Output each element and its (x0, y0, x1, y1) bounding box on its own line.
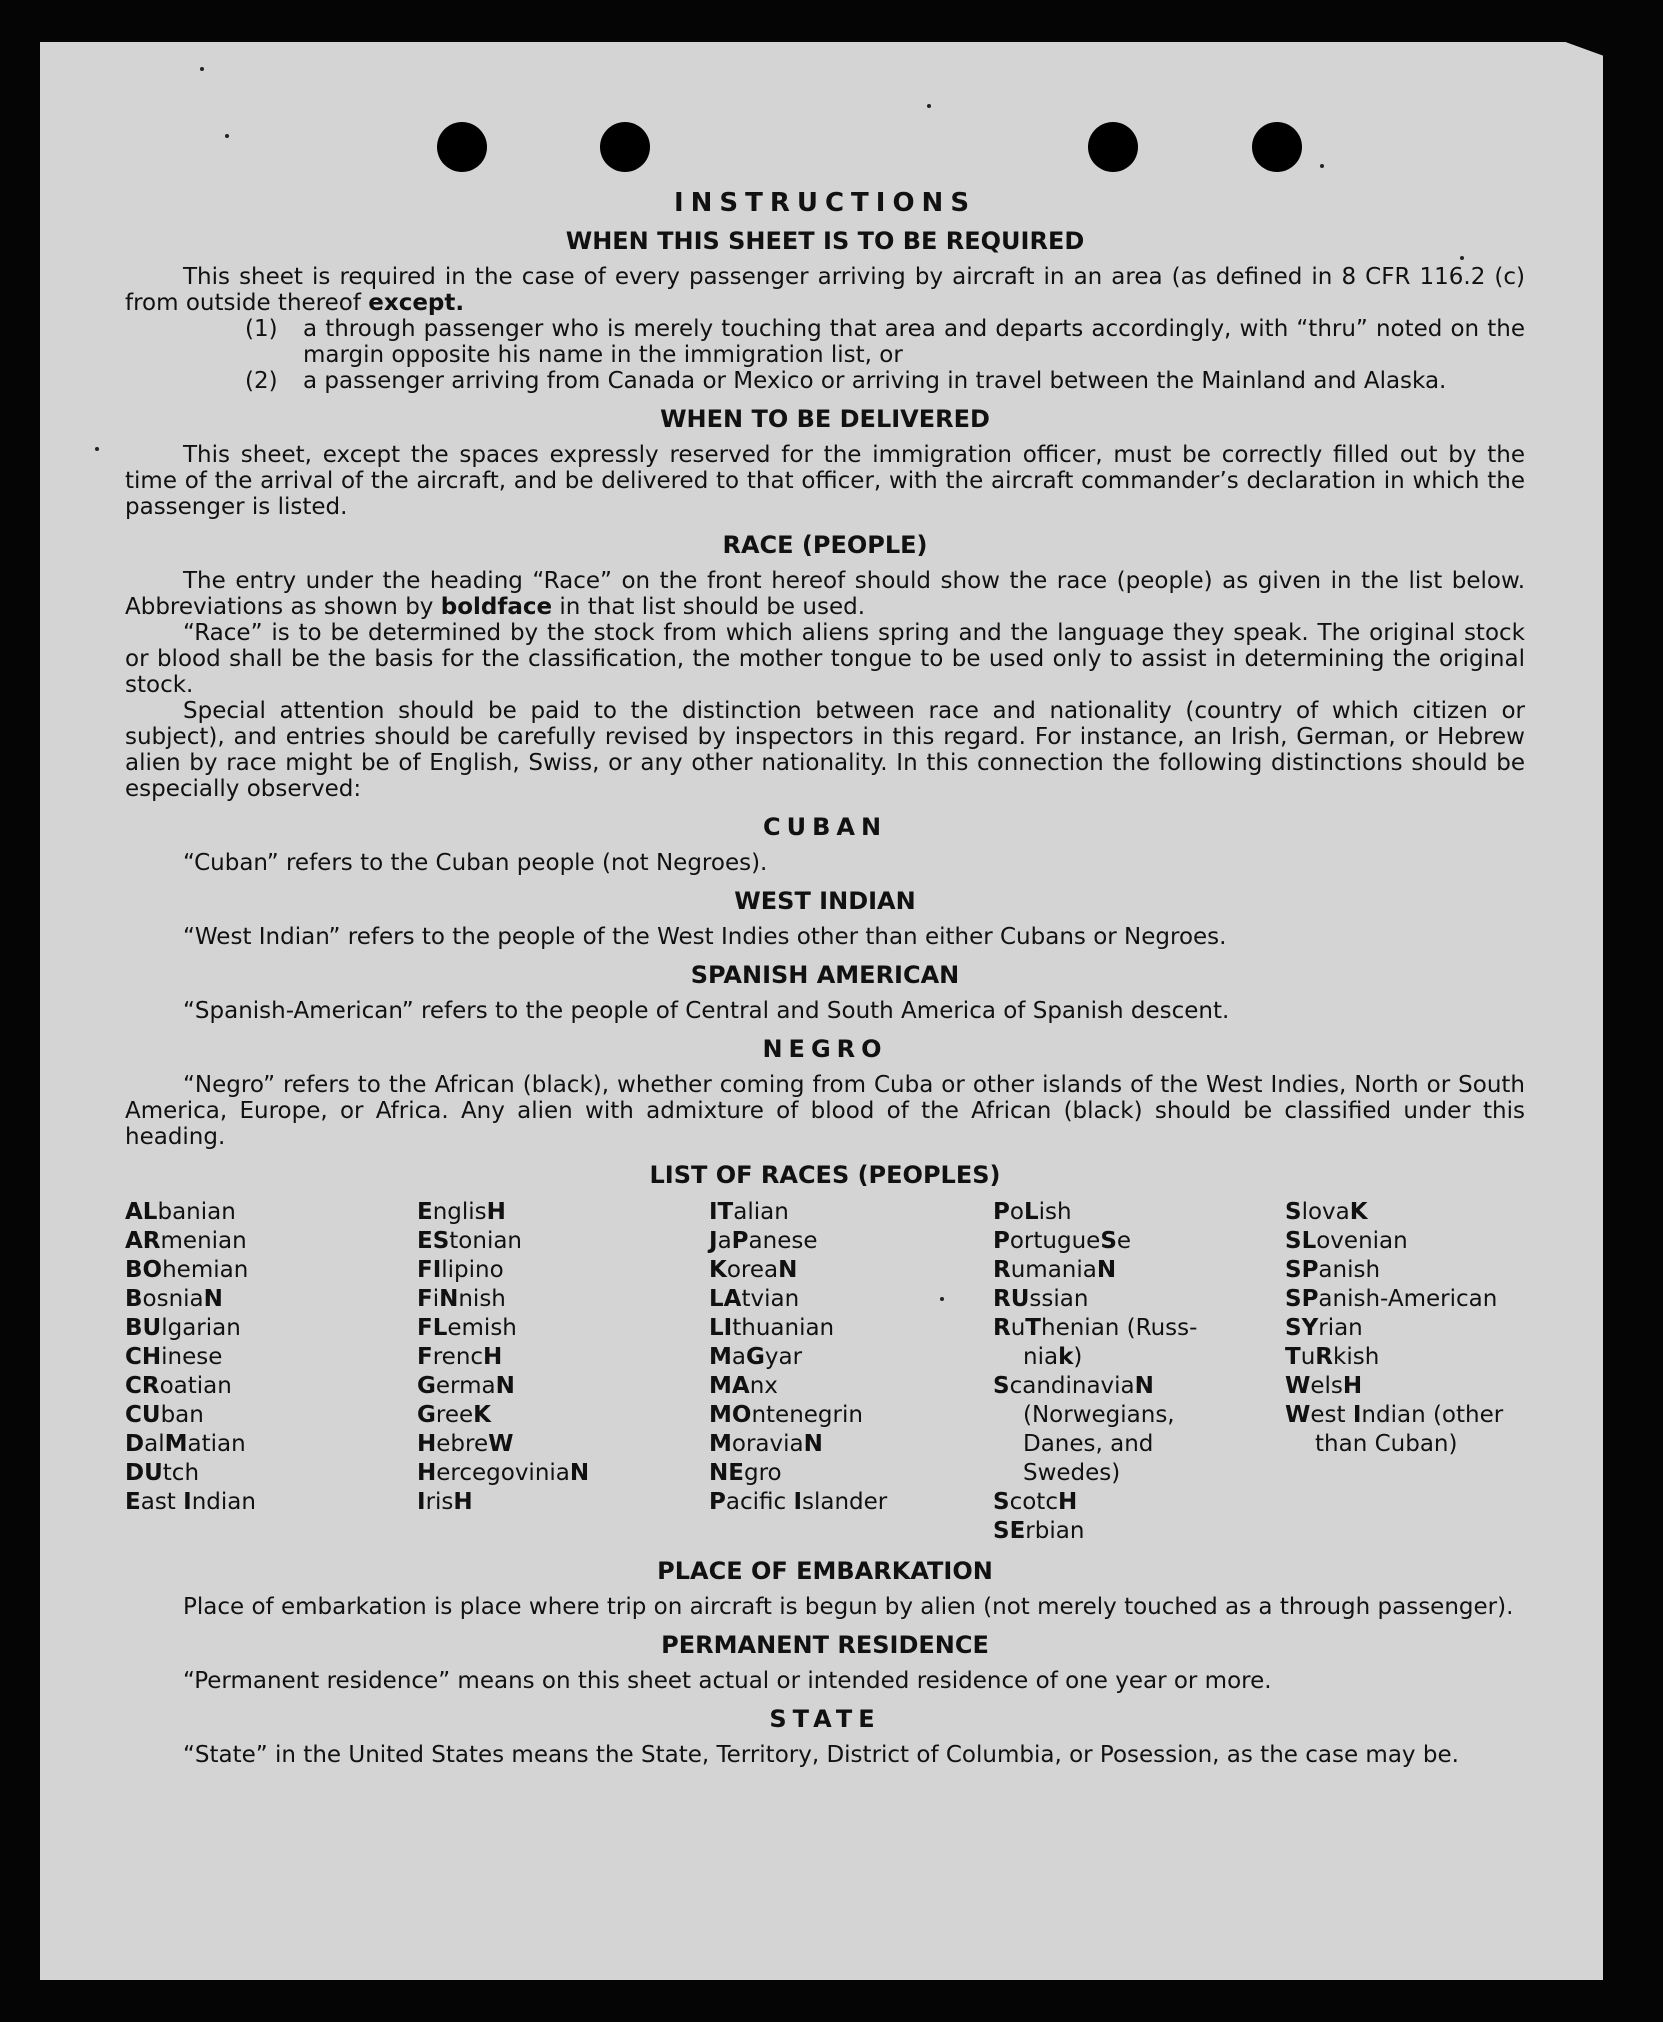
race-entry: RumaniaN (993, 1257, 1117, 1283)
race-entry: GermaN (417, 1373, 515, 1399)
race-column (417, 1198, 709, 1546)
race-entry: West Indian (other (1285, 1402, 1504, 1428)
race-column (1285, 1198, 1525, 1546)
race-entry: (Norwegians, (1023, 1402, 1175, 1428)
race-entry: TuRkish (1285, 1344, 1380, 1370)
section-heading-negro: NEGRO (762, 1035, 888, 1063)
race-entry: ARmenian (125, 1228, 247, 1254)
race-entry: FIlipino (417, 1257, 504, 1283)
race-entry: RUssian (993, 1286, 1089, 1312)
negro-text: “Negro” refers to the African (black), whether coming from Cuba or other islands of the West Indies, North or South America, Europe, or Africa. Any alien with admixture of blood of the African (black) should be classified under this heading. (125, 1072, 1525, 1150)
race-entry: BUlgarian (125, 1315, 241, 1341)
section-heading-spanish-american: SPANISH AMERICAN (690, 961, 960, 989)
race-entry: EnglisH (417, 1199, 506, 1225)
west-indian-text: “West Indian” refers to the people of the West Indies other than either Cubans or Negroes. (183, 924, 1227, 950)
race-entry: NEgro (709, 1460, 782, 1486)
exception-item-2: (2) a passenger arriving from Canada or Mexico or arriving in travel between the Mainland and Alaska. (245, 368, 1447, 394)
section-heading-state: STATE (769, 1705, 881, 1733)
punch-hole (437, 122, 487, 172)
race-entry: DUtch (125, 1460, 200, 1486)
race-entry: DalMatian (125, 1431, 246, 1457)
race-entry: KoreaN (709, 1257, 798, 1283)
race-entry: GreeK (417, 1402, 491, 1428)
race-entry: IrisH (417, 1489, 473, 1515)
section-heading-required: WHEN THIS SHEET IS TO BE REQUIRED (565, 227, 1085, 255)
race-entry: MaGyar (709, 1344, 803, 1370)
race-entry: LAtvian (709, 1286, 800, 1312)
race-entry: CHinese (125, 1344, 223, 1370)
race-entry: East Indian (125, 1489, 256, 1515)
race-entry: ScandinaviaN (993, 1373, 1154, 1399)
section-heading-residence: PERMANENT RESIDENCE (661, 1631, 989, 1659)
embarkation-text: Place of embarkation is place where trip on aircraft is begun by alien (not merely touched as a through passenger). (183, 1594, 1514, 1620)
race-column (993, 1198, 1285, 1546)
required-intro: This sheet is required in the case of every passenger arriving by aircraft in an area (as defined in 8 CFR 116.2 (c) from outside thereof except. (125, 264, 1525, 316)
race-entry: EStonian (417, 1228, 523, 1254)
race-entry: MAnx (709, 1373, 778, 1399)
race-entry: than Cuban) (1315, 1431, 1458, 1457)
race-entry: PoLish (993, 1199, 1072, 1225)
race-column (125, 1198, 417, 1546)
race-entry: ScotcH (993, 1489, 1078, 1515)
race-entry: HebreW (417, 1431, 514, 1457)
race-paragraph-3: Special attention should be paid to the distinction between race and nationality (country of which citizen or subject), and entries should be carefully revised by inspectors in this regard. For instance, an Irish, German, or Hebrew alien by race might be of English, Swiss, or any other nationality. In this connection the following distinctions should be especially observed: (125, 698, 1525, 802)
instructions-content (125, 190, 1525, 1768)
race-entry: LIthuanian (709, 1315, 835, 1341)
race-entry: BOhemian (125, 1257, 249, 1283)
race-entry: BosniaN (125, 1286, 223, 1312)
section-heading-embarkation: PLACE OF EMBARKATION (657, 1557, 993, 1585)
race-entry: SErbian (993, 1518, 1085, 1544)
state-text: “State” in the United States means the State, Territory, District of Columbia, or Posession, as the case may be. (183, 1742, 1459, 1768)
race-entry: FLemish (417, 1315, 517, 1341)
punch-hole (1252, 122, 1302, 172)
race-entry: Swedes) (1023, 1460, 1121, 1486)
races-list (125, 1198, 1525, 1546)
race-entry: SLovenian (1285, 1228, 1408, 1254)
race-entry: HercegoviniaN (417, 1460, 590, 1486)
race-entry: ALbanian (125, 1199, 236, 1225)
punch-hole (1088, 122, 1138, 172)
race-entry: MOntenegrin (709, 1402, 863, 1428)
race-entry: ITalian (709, 1199, 789, 1225)
section-heading-races-list: LIST OF RACES (PEOPLES) (649, 1161, 1001, 1189)
race-entry: SYrian (1285, 1315, 1363, 1341)
section-heading-west-indian: WEST INDIAN (734, 887, 916, 915)
race-entry: PortugueSe (993, 1228, 1132, 1254)
race-entry: SPanish (1285, 1257, 1381, 1283)
cuban-text: “Cuban” refers to the Cuban people (not Negroes). (183, 850, 768, 876)
race-entry: SPanish-American (1285, 1286, 1498, 1312)
exception-item-1: (1) a through passenger who is merely touching that area and departs accordingly, with “thru” noted on the margin opposite his name in the immigration list, or (245, 316, 1525, 368)
section-heading-race: RACE (PEOPLE) (722, 531, 928, 559)
race-entry: MoraviaN (709, 1431, 823, 1457)
race-entry: FiNnish (417, 1286, 506, 1312)
section-heading-delivered: WHEN TO BE DELIVERED (660, 405, 990, 433)
race-entry: JaPanese (709, 1228, 818, 1254)
race-entry: FrencH (417, 1344, 503, 1370)
delivered-text: This sheet, except the spaces expressly reserved for the immigration officer, must be correctly filled out by the time of the arrival of the aircraft, and be delivered to that officer, with the aircraft commander’s declaration in which the passenger is listed. (125, 442, 1525, 520)
punch-hole (600, 122, 650, 172)
page-title: INSTRUCTIONS (673, 188, 977, 218)
race-paragraph-1: The entry under the heading “Race” on the front hereof should show the race (people) as given in the list below. Abbreviations as shown by boldface in that list should be used. (125, 568, 1525, 620)
residence-text: “Permanent residence” means on this sheet actual or intended residence of one year or more. (183, 1668, 1272, 1694)
spanish-american-text: “Spanish-American” refers to the people of Central and South America of Spanish descent. (183, 998, 1230, 1024)
race-entry: Danes, and (1023, 1431, 1154, 1457)
race-entry: RuThenian (Russ- (993, 1315, 1198, 1341)
section-heading-cuban: CUBAN (762, 813, 888, 841)
race-entry: CRoatian (125, 1373, 232, 1399)
race-column (709, 1198, 993, 1546)
race-paragraph-2: “Race” is to be determined by the stock from which aliens spring and the language they speak. The original stock or blood shall be the basis for the classification, the mother tongue to be used only to assist in determining the original stock. (125, 620, 1525, 698)
race-entry: CUban (125, 1402, 204, 1428)
race-entry: niak) (1023, 1344, 1083, 1370)
race-entry: Pacific Islander (709, 1489, 888, 1515)
race-entry: SlovaK (1285, 1199, 1368, 1225)
race-entry: WelsH (1285, 1373, 1363, 1399)
